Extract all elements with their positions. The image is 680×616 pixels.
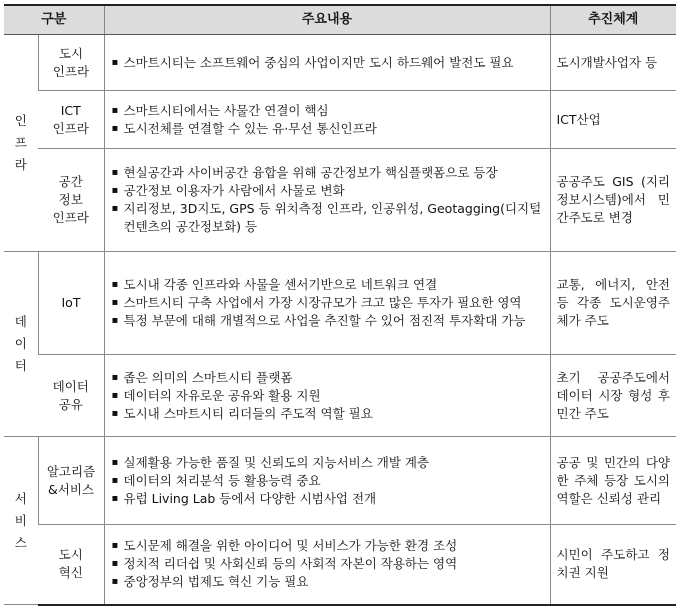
category-cell-data: 데이터 (4, 252, 38, 437)
list-item: ▪ 정치적 리더쉽 및 사회신뢰 등의 사회적 자본이 작용하는 영역 (110, 555, 545, 573)
list-item: ▪ 데이터의 처리분석 등 활용능력 중요 (110, 472, 545, 490)
list-item: ▪ 특정 부문에 대해 개별적으로 사업을 추진할 수 있어 점진적 투자확대 가능 (110, 312, 545, 330)
list-item: ▪ 도시문제 해결을 위한 아이디어 및 서비스가 가능한 환경 조성 (110, 537, 545, 555)
header-row (4, 5, 676, 35)
content-cell (104, 252, 550, 355)
table-row (4, 91, 676, 149)
table-row (4, 355, 676, 437)
system-cell: 시민이 주도하고 정치권 지원 (550, 525, 676, 605)
system-cell: 초기 공공주도에서 데이터 시장 형성 후 민간 주도 (550, 355, 676, 437)
header-content: 주요내용 (104, 5, 550, 35)
sub-category-cell: IoT (38, 252, 104, 355)
list-item: ▪ 중앙정부의 법제도 혁신 기능 필요 (110, 573, 545, 591)
list-item: ▪ 도시내 각종 인프라와 사물을 센서기반으로 네트워크 연결 (110, 276, 545, 294)
system-cell: 교통, 에너지, 안전 등 각종 도시운영주체가 주도 (550, 252, 676, 355)
list-item: ▪ 도시전체를 연결할 수 있는 유·무선 통신인프라 (110, 120, 545, 138)
content-cell (104, 35, 550, 91)
sub-category-cell: 알고리즘 &서비스 (38, 437, 104, 525)
system-cell: 공공 및 민간의 다양한 주체 등장 도시의 역할은 신뢰성 관리 (550, 437, 676, 525)
category-cell-infra: 인프라 (4, 35, 38, 252)
sub-category-cell: 공간 정보 인프라 (38, 149, 104, 252)
content-cell (104, 437, 550, 525)
sub-category-cell: 데이터 공유 (38, 355, 104, 437)
sub-category-cell: 도시 혁신 (38, 525, 104, 605)
sub-category-cell: ICT 인프라 (38, 91, 104, 149)
list-item: ▪ 유럽 Living Lab 등에서 다양한 시범사업 전개 (110, 490, 545, 508)
table-row (4, 437, 676, 525)
category-cell-service: 서비스 (4, 437, 38, 605)
list-item: ▪ 좁은 의미의 스마트시티 플랫폼 (110, 369, 545, 387)
list-item: ▪ 현실공간과 사이버공간 융합을 위해 공간정보가 핵심플랫폼으로 등장 (110, 164, 545, 182)
list-item: ▪ 도시내 스마트시티 리더들의 주도적 역할 필요 (110, 405, 545, 423)
header-system: 추진체계 (550, 5, 676, 35)
sub-category-cell: 도시 인프라 (38, 35, 104, 91)
table-row (4, 525, 676, 605)
content-cell (104, 149, 550, 252)
list-item: ▪ 스마트시티는 소프트웨어 중심의 사업이지만 도시 하드웨어 발전도 필요 (110, 54, 545, 72)
smart-city-table (4, 4, 676, 606)
table-row (4, 149, 676, 252)
table-row (4, 252, 676, 355)
list-item: ▪ 실제활용 가능한 품질 및 신뢰도의 지능서비스 개발 계층 (110, 454, 545, 472)
system-cell: 공공주도 GIS (지리정보시스템)에서 민간주도로 변경 (550, 149, 676, 252)
header-category: 구분 (4, 5, 104, 35)
content-cell (104, 355, 550, 437)
list-item: ▪ 공간정보 이용자가 사람에서 사물로 변화 (110, 182, 545, 200)
list-item: ▪ 스마트시티 구축 사업에서 가장 시장규모가 크고 많은 투자가 필요한 영역 (110, 294, 545, 312)
table-row (4, 35, 676, 91)
system-cell: ICT산업 (550, 91, 676, 149)
list-item: ▪ 지리정보, 3D지도, GPS 등 위치측정 인프라, 인공위성, Geotagging(디지털 컨텐츠의 공간정보화) 등 (110, 200, 545, 236)
system-cell: 도시개발사업자 등 (550, 35, 676, 91)
list-item: ▪ 데이터의 자유로운 공유와 활용 지원 (110, 387, 545, 405)
content-cell (104, 525, 550, 605)
content-cell (104, 91, 550, 149)
list-item: ▪ 스마트시티에서는 사물간 연결이 핵심 (110, 102, 545, 120)
